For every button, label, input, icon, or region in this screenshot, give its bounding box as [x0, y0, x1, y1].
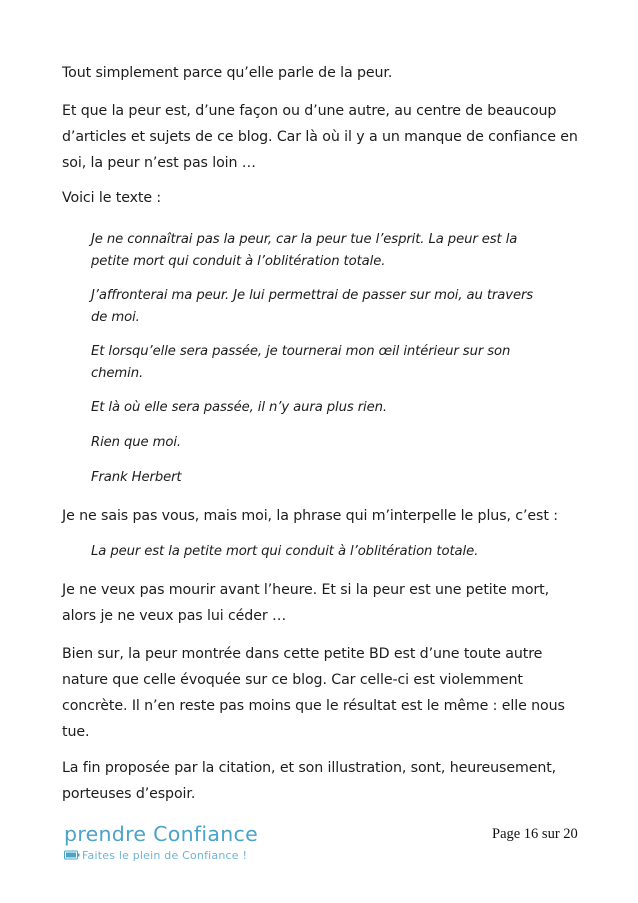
logo-title: prendre Confiance [64, 822, 259, 846]
paragraph-text-intro: Voici le texte : [62, 190, 162, 206]
quote-line-5: Rien que moi. [91, 435, 181, 450]
paragraph-intro: Tout simplement parce qu’elle parle de la peur. [62, 65, 393, 81]
prendre-confiance-logo [64, 822, 294, 868]
quote-line-1: Je ne connaîtrai pas la peur, car la peur tue l’esprit. La peur est la petite mort qui conduit à l’oblitération totale. [91, 232, 518, 269]
quote-highlight: La peur est la petite mort qui conduit à l’oblitération totale. [91, 544, 479, 559]
logo-tagline: Faites le plein de Confiance ! [82, 849, 248, 862]
paragraph-mourir: Je ne veux pas mourir avant l’heure. Et si la peur est une petite mort, alors je ne veux pas lui céder … [62, 582, 550, 624]
quote-author: Frank Herbert [91, 470, 182, 485]
battery-icon [64, 849, 80, 861]
paragraph-bd: Bien sur, la peur montrée dans cette petite BD est d’une toute autre nature que celle évoquée sur ce blog. Car celle-ci est violemment concrète. Il n’en reste pas moins que le résultat est le même : elle nous tue. [62, 646, 565, 740]
page-number: Page 16 sur 20 [492, 826, 578, 842]
paragraph-fear-context: Et que la peur est, d’une façon ou d’une autre, au centre de beaucoup d’articles et sujets de ce blog. Car là où il y a un manque de confiance en soi, la peur n’est pas loin … [62, 103, 578, 171]
quote-line-4: Et là où elle sera passée, il n’y aura plus rien. [91, 400, 387, 415]
quote-line-3: Et lorsqu’elle sera passée, je tournerai mon œil intérieur sur son chemin. [91, 344, 511, 381]
quote-line-2: J’affronterai ma peur. Je lui permettrai de passer sur moi, au travers de moi. [91, 288, 534, 325]
paragraph-fin: La fin proposée par la citation, et son illustration, sont, heureusement, porteuses d’espoir. [62, 760, 557, 802]
paragraph-interpelle: Je ne sais pas vous, mais moi, la phrase qui m’interpelle le plus, c’est : [62, 508, 558, 524]
